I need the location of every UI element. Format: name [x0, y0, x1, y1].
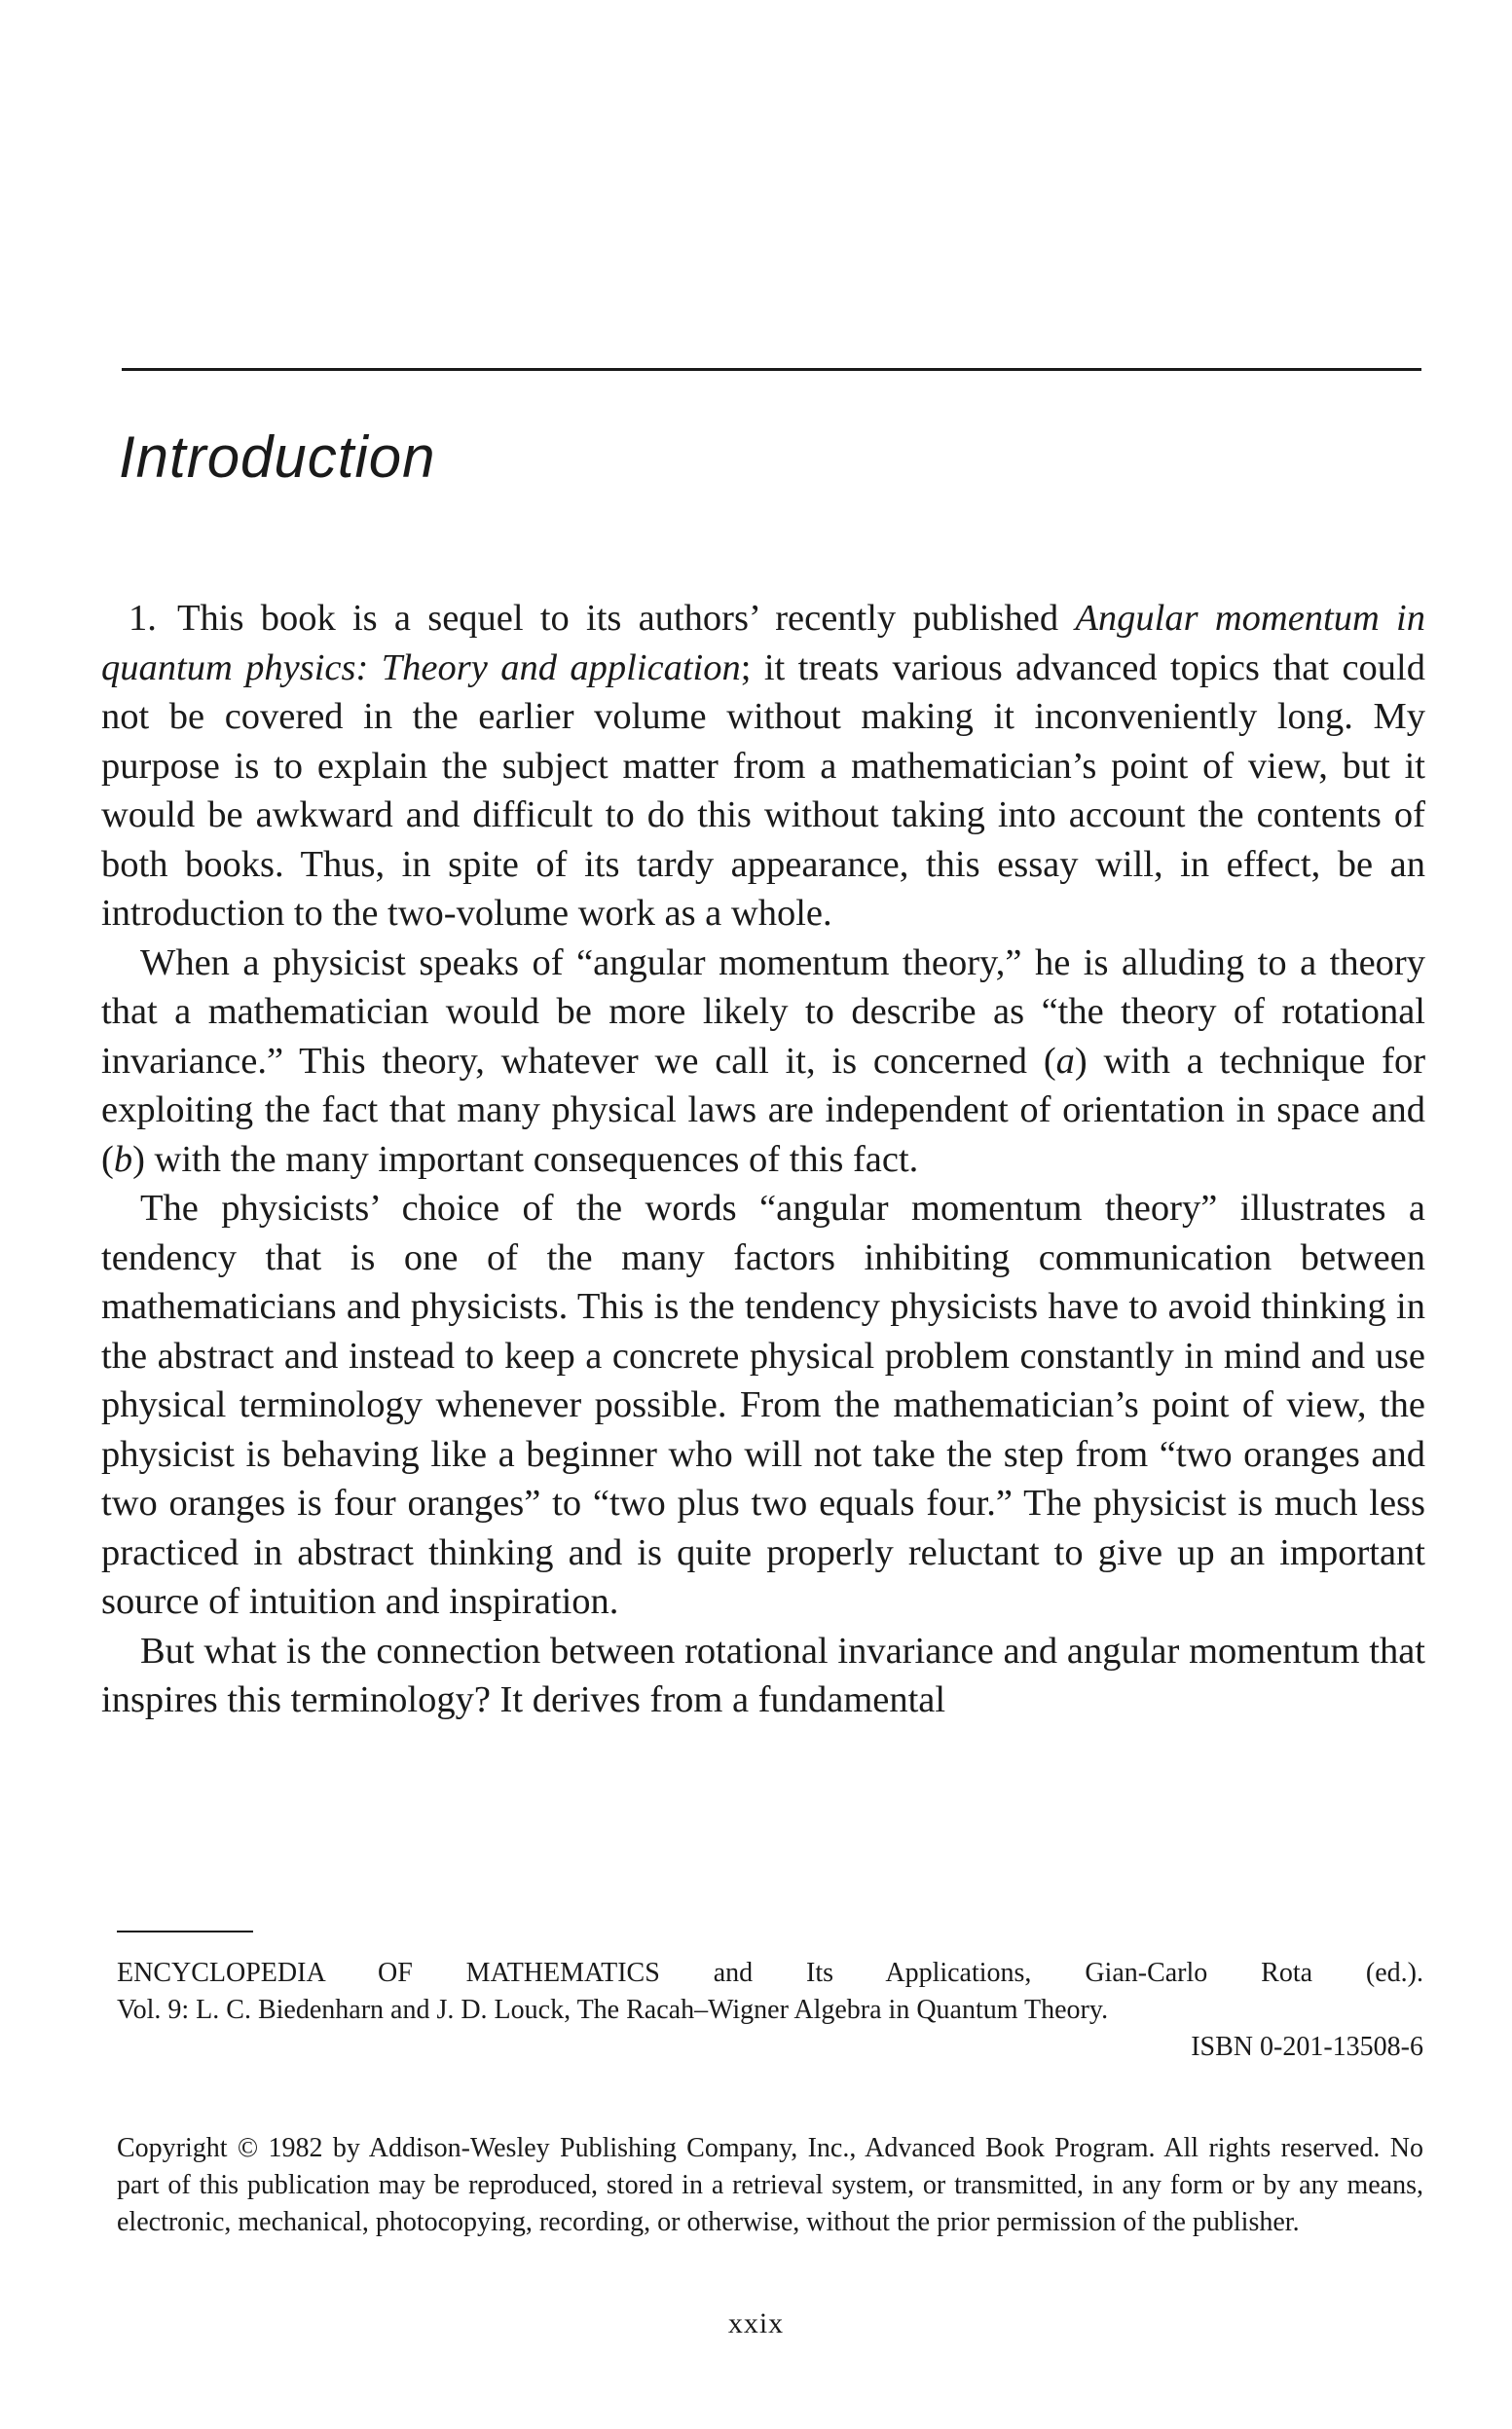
- paragraph-1-text-b: ; it treats various advanced topics that could not be covered in the earlier volume without making it inconveniently long. My purpose is to explain the subject matter from a mathematician’s point of view, but it would be awkward and difficult to do this without taking into account the contents of both books. Thus, in spite of its tardy appearance, this essay will, in effect, be an introduction to the two-volume work as a whole.: [101, 646, 1425, 934]
- paragraph-4: But what is the connection between rotational invariance and angular momentum that inspires this terminology? It derives from a fundamental: [101, 1630, 1425, 1720]
- series-name: ENCYCLOPEDIA OF MATHEMATICS: [117, 1958, 660, 1988]
- volume-line: Vol. 9: L. C. Biedenharn and J. D. Louck, The Racah–Wigner Algebra in Quantum Theory.: [117, 1995, 1109, 2025]
- enum-a: a: [1055, 1040, 1075, 1082]
- isbn: ISBN 0-201-13508-6: [1191, 2032, 1423, 2062]
- copyright-notice: Copyright © 1982 by Addison-Wesley Publishing Company, Inc., Advanced Book Program. All rights reserved. No part of this publication may be reproduced, stored in a retrieval system, or transmitted, in any form or by any means, electronic, mechanical, photocopying, recording, or otherwise, without the prior permission of the publisher.: [117, 2133, 1423, 2237]
- paragraph-2-text-a: When a physicist speaks of “angular momentum theory,” he is alluding to a theory that a mathematician would be more likely to describe as “the theory of rotational invariance.” This theory, whatever we call it, is concerned (: [101, 941, 1425, 1082]
- book-title: Angular momentum in quantum physics: Theory and application: [101, 598, 1425, 688]
- enum-b: b: [113, 1138, 133, 1180]
- paragraph-2-text-b: ) with a technique for exploiting the fact that many physical laws are independent of orientation in space and (: [101, 1040, 1426, 1180]
- series-rest: and Its Applications, Gian-Carlo Rota (ed.).: [659, 1958, 1423, 1988]
- paragraph-2-text-c: ) with the many important consequences of this fact.: [132, 1138, 919, 1180]
- paragraph-number: 1.: [129, 598, 157, 639]
- paragraph-3: The physicists’ choice of the words “angular momentum theory” illustrates a tendency that is one of the many factors inhibiting communication between mathematicians and physicists. This is the tendency physicists have to avoid thinking in the abstract and instead to keep a concrete physical problem constantly in mind and use physical terminology whenever possible. From the mathematician’s point of view, the physicist is behaving like a beginner who will not take the step from “two oranges and two oranges is four oranges” to “two plus two equals four.” The physicist is much less practiced in abstract thinking and is quite properly reluctant to give up an important source of intuition and inspiration.: [101, 1188, 1425, 1622]
- series-footnote: [117, 1955, 1423, 2066]
- paragraph-2: [101, 938, 1425, 1185]
- series-line: [117, 1955, 1423, 1992]
- paragraph-1-text-a: This book is a sequel to its authors’ recently published: [177, 598, 1076, 639]
- chapter-top-rule: [122, 368, 1421, 371]
- body-text: [101, 594, 1425, 1725]
- footnote-rule: [117, 1931, 253, 1932]
- page-number: xxix: [727, 2307, 785, 2339]
- paragraph-1: [101, 594, 1425, 938]
- chapter-title: Introduction: [119, 424, 436, 490]
